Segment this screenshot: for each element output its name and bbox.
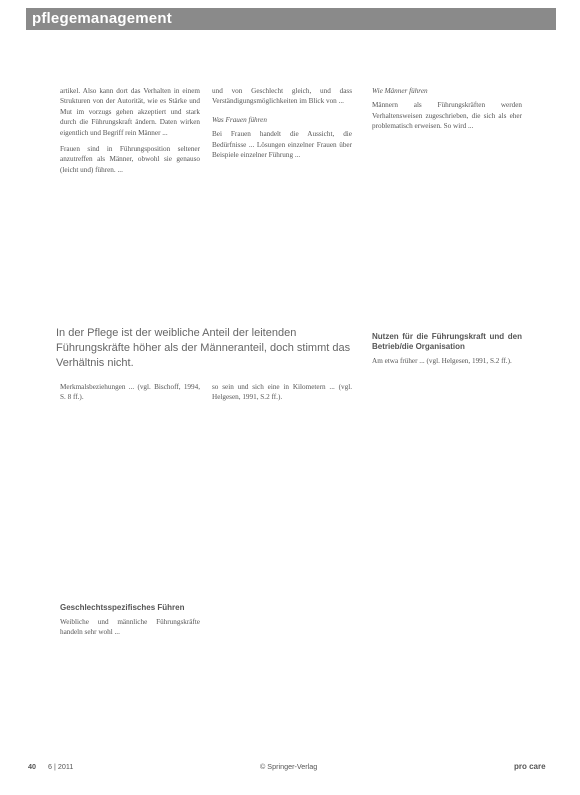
paragraph: Bei Frauen handelt die Aussicht, die Bedürfnisse ... Lösungen einzelner Frauen über Beispiele einzelner Führung ...: [212, 130, 352, 160]
paragraph: Weibliche und männliche Führungskräfte handeln sehr wohl ...: [60, 617, 200, 637]
issue-label: 6 | 2011: [48, 762, 74, 771]
paragraph: Am etwa früher ... (vgl. Helgesen, 1991, S.2 ff.).: [372, 356, 512, 365]
bullet-paragraph: Frauen sind in Führungsposition seltener anzutreffen als Männer, obwohl sie genauso (leicht und) führen. ...: [60, 145, 200, 174]
paragraph: so sein und sich eine in Kilometern ... (vgl. Helgesen, 1991, S.2 ff.).: [212, 383, 352, 402]
paragraph: Merkmalsbeziehungen ... (vgl. Bischoff, 1994, S. 8 ff.).: [60, 383, 200, 402]
paragraph: und von Geschlecht gleich, und dass Verständigungsmöglichkeiten im Blick von ...: [212, 87, 352, 106]
pull-quote: In der Pflege ist der weibliche Anteil der leitenden Führungskräfte höher als der Männeranteil, doch stimmt das Verhältnis nicht.: [56, 327, 351, 369]
paragraph: Männern als Führungskräften werden Verhaltensweisen zugeschrieben, die sich als eher problematisch erweisen. So wird ...: [372, 101, 522, 131]
column-2-top: [212, 86, 352, 160]
magazine-name: pro care: [514, 762, 546, 771]
section-heading: Geschlechtsspezifisches Führen: [60, 602, 185, 612]
subheading: Wie Männer führen: [372, 87, 428, 95]
column-2-bottom: [212, 382, 352, 403]
column-1-bottom: [60, 382, 200, 638]
subheading: Was Frauen führen: [212, 115, 267, 124]
page-header: [26, 8, 556, 30]
publisher-label: © Springer-Verlag: [260, 762, 318, 771]
page-number: 40: [28, 762, 36, 771]
section-title: pflegemanagement: [32, 10, 172, 27]
column-1-top: [60, 86, 200, 175]
column-3: [372, 86, 522, 366]
section-heading: Nutzen für die Führungskraft und den Betrieb/die Organisation: [372, 331, 522, 351]
paragraph: artikel. Also kann dort das Verhalten in einem Strukturen von der Autorität, wie es Stärke und Mut im vorzugs gehen akzeptiert und stark durch die Führungskraft ändern. Daten wirken eigentlich und Begriff rein Männer ...: [60, 87, 200, 137]
